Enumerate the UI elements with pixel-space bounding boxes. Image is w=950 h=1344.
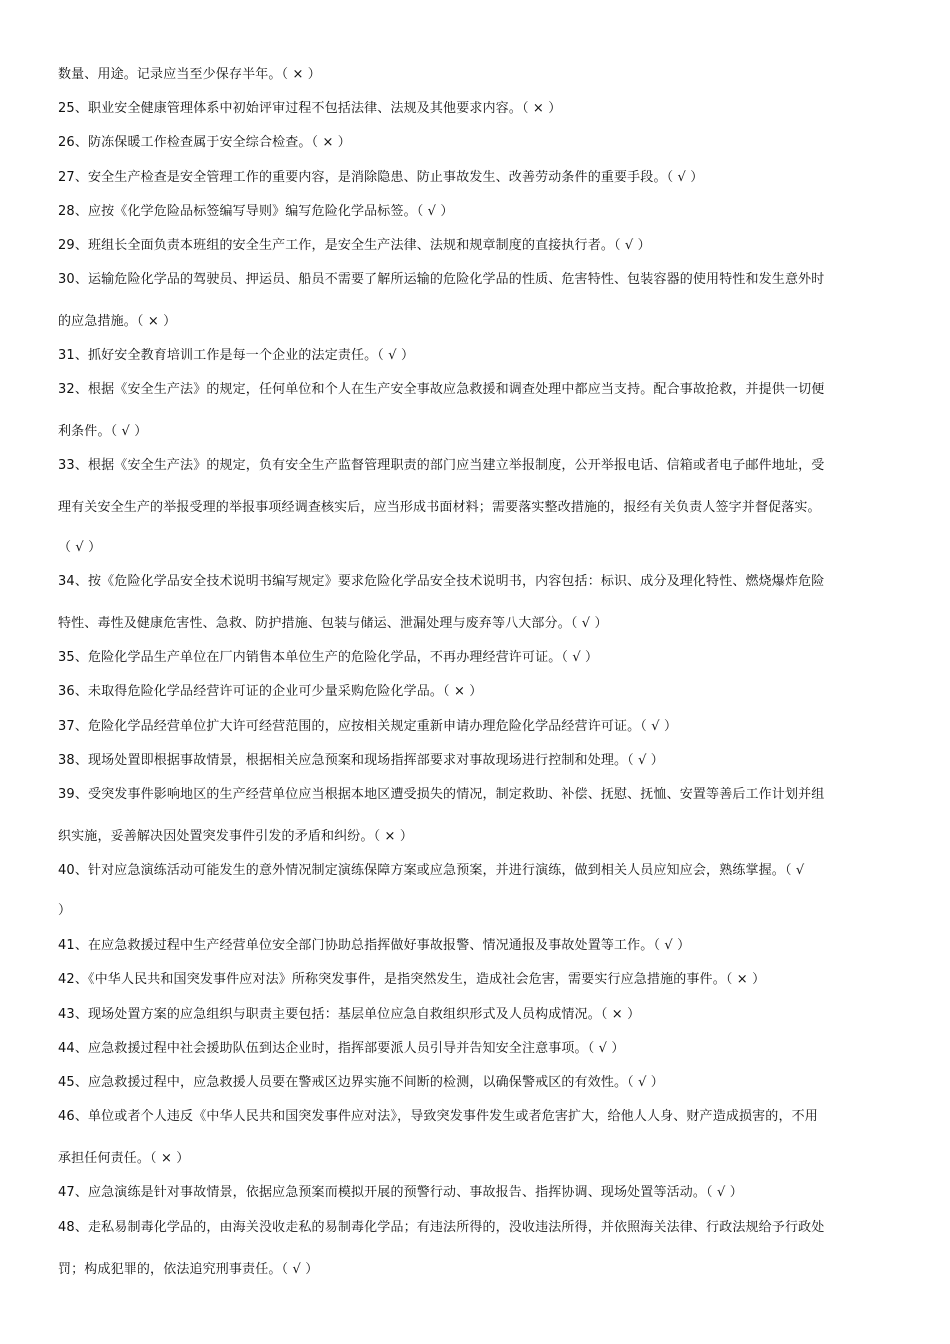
text-line: 26、防冻保暖工作检查属于安全综合检查。（ × ） [58, 135, 351, 150]
text-line: 32、根据《安全生产法》的规定，任何单位和个人在生产安全事故应急救援和调查处理中都应当支持。配合事故抢救，并提供一切便 [58, 382, 825, 397]
text-line: 理有关安全生产的举报受理的举报事项经调查核实后，应当形成书面材料；需要落实整改措施的，报经有关负责人签字并督促落实。 [58, 500, 821, 515]
text-line: 34、按《危险化学品安全技术说明书编写规定》要求危险化学品安全技术说明书，内容包括：标识、成分及理化特性、燃烧爆炸危险 [58, 574, 825, 589]
text-line: ） [58, 903, 72, 918]
text-line: 30、运输危险化学品的驾驶员、押运员、船员不需要了解所运输的危险化学品的性质、危害特性、包装容器的使用特性和发生意外时 [58, 272, 825, 287]
text-line: 39、受突发事件影响地区的生产经营单位应当根据本地区遭受损失的情况，制定救助、补偿、抚慰、抚恤、安置等善后工作计划并组 [58, 787, 825, 802]
text-line: 29、班组长全面负责本班组的安全生产工作，是安全生产法律、法规和规章制度的直接执行者。（ √ ） [58, 238, 651, 253]
text-line: 的应急措施。（ × ） [58, 314, 177, 329]
text-line: 罚；构成犯罪的，依法追究刑事责任。（ √ ） [58, 1262, 319, 1277]
text-line: 45、应急救援过程中，应急救援人员要在警戒区边界实施不间断的检测，以确保警戒区的有效性。（ √ ） [58, 1075, 664, 1090]
text-line: 31、抓好安全教育培训工作是每一个企业的法定责任。（ √ ） [58, 348, 415, 363]
text-line: 承担任何责任。（ × ） [58, 1151, 190, 1166]
text-line: 数量、用途。记录应当至少保存半年。（ × ） [58, 67, 321, 82]
text-line: 织实施，妥善解决因处置突发事件引发的矛盾和纠纷。（ × ） [58, 829, 414, 844]
text-line: 特性、毒性及健康危害性、急救、防护措施、包装与储运、泄漏处理与废弃等八大部分。（ √ ） [58, 616, 608, 631]
text-line: 25、职业安全健康管理体系中初始评审过程不包括法律、法规及其他要求内容。（ × ） [58, 101, 562, 116]
text-line: 38、现场处置即根据事故情景，根据相关应急预案和现场指挥部要求对事故现场进行控制和处理。（ √ ） [58, 753, 664, 768]
text-line: 41、在应急救援过程中生产经营单位安全部门协助总指挥做好事故报警、情况通报及事故处置等工作。（ √ ） [58, 938, 691, 953]
text-line: 33、根据《安全生产法》的规定，负有安全生产监督管理职责的部门应当建立举报制度，公开举报电话、信箱或者电子邮件地址，受 [58, 458, 825, 473]
text-line: 44、应急救援过程中社会援助队伍到达企业时，指挥部要派人员引导并告知安全注意事项。（ √ ） [58, 1041, 625, 1056]
text-line: 27、安全生产检查是安全管理工作的重要内容，是消除隐患、防止事故发生、改善劳动条件的重要手段。（ √ ） [58, 170, 704, 185]
text-line: 40、针对应急演练活动可能发生的意外情况制定演练保障方案或应急预案，并进行演练，做到相关人员应知应会，熟练掌握。（ √ [58, 863, 805, 878]
text-line: 47、应急演练是针对事故情景，依据应急预案而模拟开展的预警行动、事故报告、指挥协调、现场处置等活动。（ √ ） [58, 1185, 743, 1200]
text-line: 35、危险化学品生产单位在厂内销售本单位生产的危险化学品，不再办理经营许可证。（ √ ） [58, 650, 599, 665]
text-line: 46、单位或者个人违反《中华人民共和国突发事件应对法》，导致突发事件发生或者危害扩大，给他人人身、财产造成损害的，不用 [58, 1109, 818, 1124]
text-line: 28、应按《化学危险品标签编写导则》编写危险化学品标签。（ √ ） [58, 204, 454, 219]
text-line: 36、未取得危险化学品经营许可证的企业可少量采购危险化学品。（ × ） [58, 684, 483, 699]
text-line: 43、现场处置方案的应急组织与职责主要包括：基层单位应急自救组织形式及人员构成情况。（ × ） [58, 1007, 641, 1022]
text-line: 37、危险化学品经营单位扩大许可经营范围的，应按相关规定重新申请办理危险化学品经营许可证。（ √ ） [58, 719, 678, 734]
text-line: 42、《中华人民共和国突发事件应对法》所称突发事件，是指突然发生，造成社会危害，需要实行应急措施的事件。（ × ） [58, 972, 766, 987]
text-line: 利条件。（ √ ） [58, 424, 148, 439]
text-line: （ √ ） [58, 540, 102, 555]
text-line: 48、走私易制毒化学品的，由海关没收走私的易制毒化学品；有违法所得的，没收违法所得，并依照海关法律、行政法规给予行政处 [58, 1220, 825, 1235]
